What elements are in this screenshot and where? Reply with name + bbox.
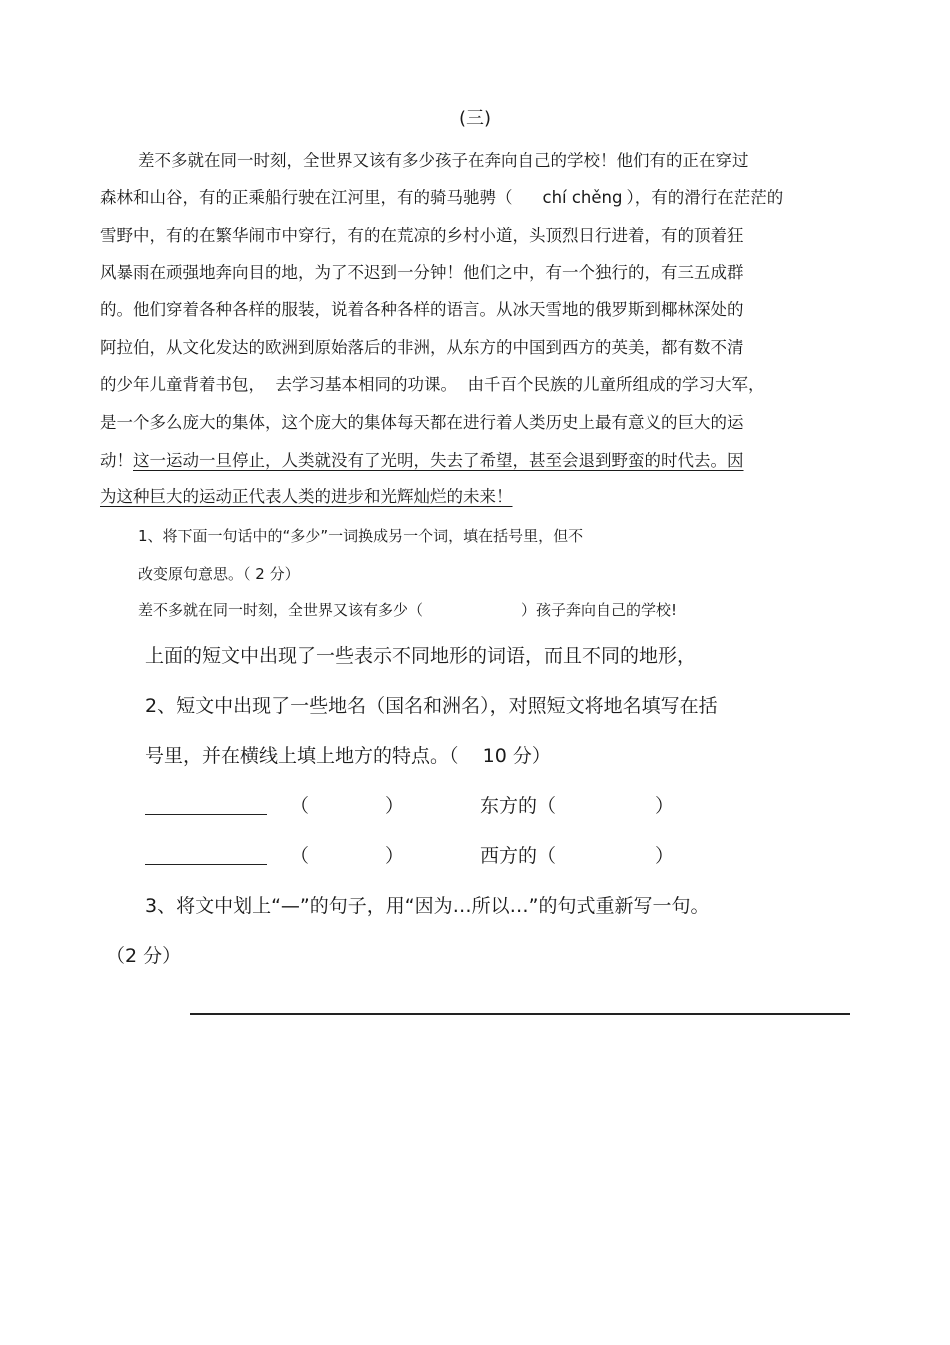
section-title: (三)	[458, 108, 492, 129]
passage-line-7: 的少年儿童背着书包， 去学习基本相同的功课。 由千百个民族的儿童所组成的学习大军，	[100, 375, 765, 394]
q2-west-label: 西方的（	[480, 845, 557, 867]
q2-east-label: 东方的（	[480, 795, 557, 817]
q2-prompt-line-2: 号里，并在横线上填上地方的特点。（ 10 分）	[145, 745, 551, 767]
passage-line-9-start: 动！	[100, 451, 133, 470]
q1-sentence	[138, 599, 677, 620]
q2-paren-open-2: （	[290, 845, 310, 867]
underlined-sentence-part-1: 这一运动一旦停止，人类就没有了光明，失去了希望，甚至会退到野蛮的时代去。因	[133, 451, 744, 470]
passage-line-2	[100, 187, 783, 209]
q1-sentence-end: ）孩子奔向自己的学校!	[521, 601, 678, 619]
q2-feature-blank-2[interactable]	[145, 864, 267, 865]
q2-paren-close-west: ）	[655, 845, 675, 867]
q1-prompt-line-1: 1、将下面一句话中的“多少”一词换成另一个词，填在括号里，但不	[138, 527, 584, 545]
pinyin-annotation: chí chěng	[542, 188, 623, 207]
q3-answer-line[interactable]	[190, 1013, 850, 1015]
q2-paren-close-1: ）	[385, 795, 405, 817]
q2-feature-blank-1[interactable]	[145, 814, 267, 815]
passage-line-2-end: ），有的滑行在茫茫的	[626, 188, 784, 207]
passage-line-1: 差不多就在同一时刻，全世界又该有多少孩子在奔向自己的学校！他们有的正在穿过	[138, 151, 749, 170]
passage-line-8: 是一个多么庞大的集体，这个庞大的集体每天都在进行着人类历史上最有意义的巨大的运	[100, 413, 744, 432]
passage-line-4: 风暴雨在顽强地奔向目的地，为了不迟到一分钟！他们之中，有一个独行的，有三五成群	[100, 263, 744, 282]
passage-line-3: 雪野中，有的在繁华闹市中穿行，有的在荒凉的乡村小道，头顶烈日行进着，有的顶着狂	[100, 226, 744, 245]
underlined-sentence-part-2: 为这种巨大的运动正代表人类的进步和光辉灿烂的未来！	[100, 487, 513, 506]
intro-text: 上面的短文中出现了一些表示不同地形的词语，而且不同的地形，	[145, 645, 697, 667]
q1-sentence-start: 差不多就在同一时刻，全世界又该有多少（	[138, 601, 424, 619]
q3-prompt-line-2: （2 分）	[106, 945, 182, 967]
q2-paren-close-east: ）	[655, 795, 675, 817]
q2-prompt-line-1: 2、短文中出现了一些地名（国名和洲名），对照短文将地名填写在括	[145, 695, 718, 717]
q3-prompt-line-1: 3、将文中划上“—”的句子，用“因为…所以…”的句式重新写一句。	[145, 895, 710, 917]
passage-line-2-start: 森林和山谷，有的正乘船行驶在江河里，有的骑马驰骋（	[100, 188, 513, 207]
passage-line-10	[100, 486, 553, 508]
q1-prompt-line-2: 改变原句意思。（ 2 分）	[138, 565, 300, 583]
passage-line-5: 的。他们穿着各种各样的服装，说着各种各样的语言。从冰天雪地的俄罗斯到椰林深处的	[100, 300, 744, 319]
q2-paren-close-2: ）	[385, 845, 405, 867]
passage-line-9	[100, 450, 790, 472]
q2-paren-open-1: （	[290, 795, 310, 817]
passage-line-6: 阿拉伯，从文化发达的欧洲到原始落后的非洲，从东方的中国到西方的英美，都有数不清	[100, 338, 744, 357]
